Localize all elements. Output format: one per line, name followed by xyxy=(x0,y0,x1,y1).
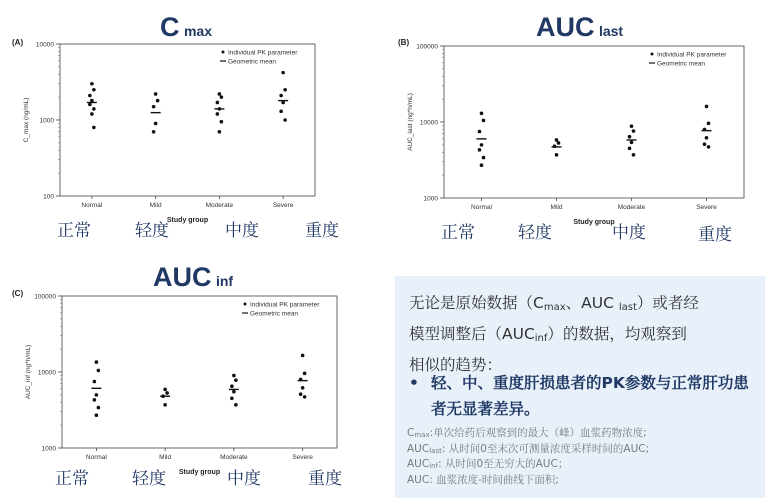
data-point xyxy=(283,88,287,92)
data-point xyxy=(628,135,632,139)
x-tick-label: Mild xyxy=(159,454,172,461)
cn-label-c-moderate: 中度 xyxy=(227,469,261,489)
cn-label-b-moderate: 中度 xyxy=(612,223,646,243)
y-tick-label: 1000 xyxy=(41,445,56,453)
data-point xyxy=(303,372,307,376)
legend-entry: Individual PK parameter xyxy=(228,49,298,57)
data-point xyxy=(301,386,305,390)
legend-entry: Geometric mean xyxy=(228,58,277,66)
x-tick-label: Severe xyxy=(696,204,717,211)
cn-label-c-mild: 轻度 xyxy=(132,469,166,489)
chart-c-title-main: AUC xyxy=(153,262,212,292)
data-point xyxy=(232,374,236,378)
data-point xyxy=(216,101,220,105)
summary-box xyxy=(395,276,765,498)
plot-frame xyxy=(60,44,315,196)
data-point xyxy=(301,354,305,358)
data-point xyxy=(165,391,169,395)
cn-label-b-normal: 正常 xyxy=(441,223,475,243)
data-point xyxy=(218,92,222,96)
y-axis-label: AUC_inf (ng*h/mL) xyxy=(25,344,32,400)
data-point xyxy=(230,384,234,388)
data-point xyxy=(90,112,94,116)
data-point xyxy=(555,153,559,157)
x-tick-label: Normal xyxy=(471,204,492,211)
cn-label-a-mild: 轻度 xyxy=(135,221,169,241)
data-point xyxy=(220,120,224,124)
legend-point-icon xyxy=(651,53,654,56)
note-row: AUC: 血浆浓度-时间曲线下面积; xyxy=(407,473,559,486)
data-point xyxy=(557,141,561,145)
x-tick-label: Normal xyxy=(81,202,103,209)
data-point xyxy=(93,398,97,402)
summary-bullet xyxy=(409,370,759,422)
y-axis-label: C_max (ng/mL) xyxy=(23,97,30,143)
summary-line1-c: ）或者经 xyxy=(636,294,699,312)
data-point xyxy=(303,395,307,399)
data-point xyxy=(480,163,484,167)
data-point xyxy=(283,118,287,122)
cn-label-b-severe: 重度 xyxy=(698,225,732,245)
chart-c-title-sub: inf xyxy=(215,273,234,289)
summary-line1-sub2: last xyxy=(618,302,637,313)
legend-entry: Individual PK parameter xyxy=(250,301,320,309)
data-point xyxy=(630,124,634,128)
data-point xyxy=(154,122,158,126)
chart-b-title-main: AUC xyxy=(536,12,595,42)
x-axis-label: Study group xyxy=(166,217,209,224)
x-axis-label: Study group xyxy=(178,469,221,476)
data-point xyxy=(152,130,156,134)
x-tick-label: Moderate xyxy=(220,454,248,461)
data-point xyxy=(93,380,97,384)
y-tick-label: 100000 xyxy=(34,293,56,301)
y-tick-label: 1000 xyxy=(39,117,54,125)
chart-b-title-sub: last xyxy=(598,23,624,39)
x-tick-label: Severe xyxy=(292,454,313,461)
note-row: $C_{max}$:单次给药后观察到的最大（峰）血浆药物浓度; xyxy=(407,427,647,439)
chart-c xyxy=(16,290,341,490)
x-tick-label: Severe xyxy=(272,202,294,209)
data-point xyxy=(97,406,101,410)
data-point xyxy=(707,145,711,149)
data-point xyxy=(234,378,238,382)
data-point xyxy=(163,403,167,407)
cn-label-a-severe: 重度 xyxy=(305,221,339,241)
summary-line2-b: ）的数据，均观察到 xyxy=(547,325,687,343)
data-point xyxy=(632,153,636,157)
summary-line1-sub1: max xyxy=(543,302,566,313)
cn-label-c-normal: 正常 xyxy=(55,469,89,489)
chart-b xyxy=(398,40,753,240)
summary-line3: 相似的趋势： xyxy=(409,356,503,374)
summary-line2-a: 模型调整后（AUC xyxy=(409,325,535,343)
cn-label-a-normal: 正常 xyxy=(57,221,91,241)
x-tick-label: Normal xyxy=(85,454,107,461)
data-point xyxy=(163,388,167,392)
data-point xyxy=(630,141,634,145)
legend-point-icon xyxy=(244,303,247,306)
legend-entry: Geometric mean xyxy=(250,310,299,318)
x-tick-label: Mild xyxy=(149,202,162,209)
data-point xyxy=(88,94,92,98)
data-point xyxy=(95,393,99,397)
data-point xyxy=(154,92,158,96)
plot-frame xyxy=(62,296,337,448)
data-point xyxy=(703,142,707,146)
summary-line2-sub: inf xyxy=(534,333,548,344)
abbreviation-notes xyxy=(407,427,757,487)
data-point xyxy=(555,138,559,142)
legend-point-icon xyxy=(222,51,225,54)
data-point xyxy=(478,148,482,152)
summary-line1-a: 无论是原始数据（C xyxy=(409,294,544,312)
note-row: $AUC_{last}$: 从时间0至末次可测量浓度采样时间的AUC; xyxy=(407,442,650,455)
data-point xyxy=(156,99,160,103)
panel-c-label: (C) xyxy=(12,289,24,298)
bullet-text: 轻、中、重度肝损患者的PK参数与正常肝功患者无显著差异。 xyxy=(431,374,749,418)
legend-entry: Geometric mean xyxy=(657,60,706,68)
y-tick-label: 1000 xyxy=(423,195,438,203)
y-tick-label: 10000 xyxy=(419,119,438,127)
panel-a-label: (A) xyxy=(12,38,24,47)
chart-a-title-main: C xyxy=(160,12,180,42)
data-point xyxy=(281,71,285,75)
y-tick-label: 10000 xyxy=(37,369,56,377)
summary-line1-b: 、AUC xyxy=(565,294,619,312)
data-point xyxy=(299,392,303,396)
data-point xyxy=(632,129,636,133)
data-point xyxy=(705,136,709,140)
chart-a-title-sub: max xyxy=(183,23,212,39)
data-point xyxy=(88,103,92,107)
bullet-dot: • xyxy=(409,374,419,392)
data-point xyxy=(234,403,238,407)
plot-frame xyxy=(444,46,744,198)
data-point xyxy=(152,105,156,109)
data-point xyxy=(279,110,283,114)
data-point xyxy=(218,130,222,134)
cn-label-c-severe: 重度 xyxy=(308,469,342,489)
data-point xyxy=(97,369,101,373)
data-point xyxy=(279,94,283,98)
data-point xyxy=(92,126,96,130)
data-point xyxy=(95,360,99,364)
summary-text xyxy=(409,290,759,378)
x-tick-label: Moderate xyxy=(205,202,234,209)
data-point xyxy=(707,122,711,126)
chart-a xyxy=(20,38,320,243)
data-point xyxy=(482,156,486,160)
data-point xyxy=(230,397,234,401)
data-point xyxy=(478,130,482,134)
y-tick-label: 10000 xyxy=(35,41,54,49)
y-axis-label: AUC_last (ng*h/mL) xyxy=(407,93,414,151)
chart-c-title xyxy=(153,262,233,293)
x-axis-label: Study group xyxy=(573,219,615,226)
x-tick-label: Mild xyxy=(550,204,563,211)
y-tick-label: 100000 xyxy=(416,43,438,51)
data-point xyxy=(705,105,709,109)
data-point xyxy=(92,107,96,111)
panel-b-label: (B) xyxy=(398,38,410,47)
legend-entry: Individual PK parameter xyxy=(657,51,727,59)
data-point xyxy=(95,413,99,417)
y-tick-label: 100 xyxy=(43,193,54,201)
data-point xyxy=(480,143,484,147)
data-point xyxy=(232,390,236,394)
data-point xyxy=(92,88,96,92)
data-point xyxy=(90,82,94,86)
data-point xyxy=(480,112,484,116)
data-point xyxy=(628,147,632,151)
x-tick-label: Moderate xyxy=(617,204,646,211)
cn-label-a-moderate: 中度 xyxy=(225,221,259,241)
data-point xyxy=(220,95,224,99)
chart-b-title xyxy=(536,12,623,43)
data-point xyxy=(216,112,220,116)
data-point xyxy=(482,119,486,123)
note-row: $AUC_{inf}$: 从时间0至无穷大的AUC； xyxy=(407,458,569,470)
cn-label-b-mild: 轻度 xyxy=(518,223,552,243)
